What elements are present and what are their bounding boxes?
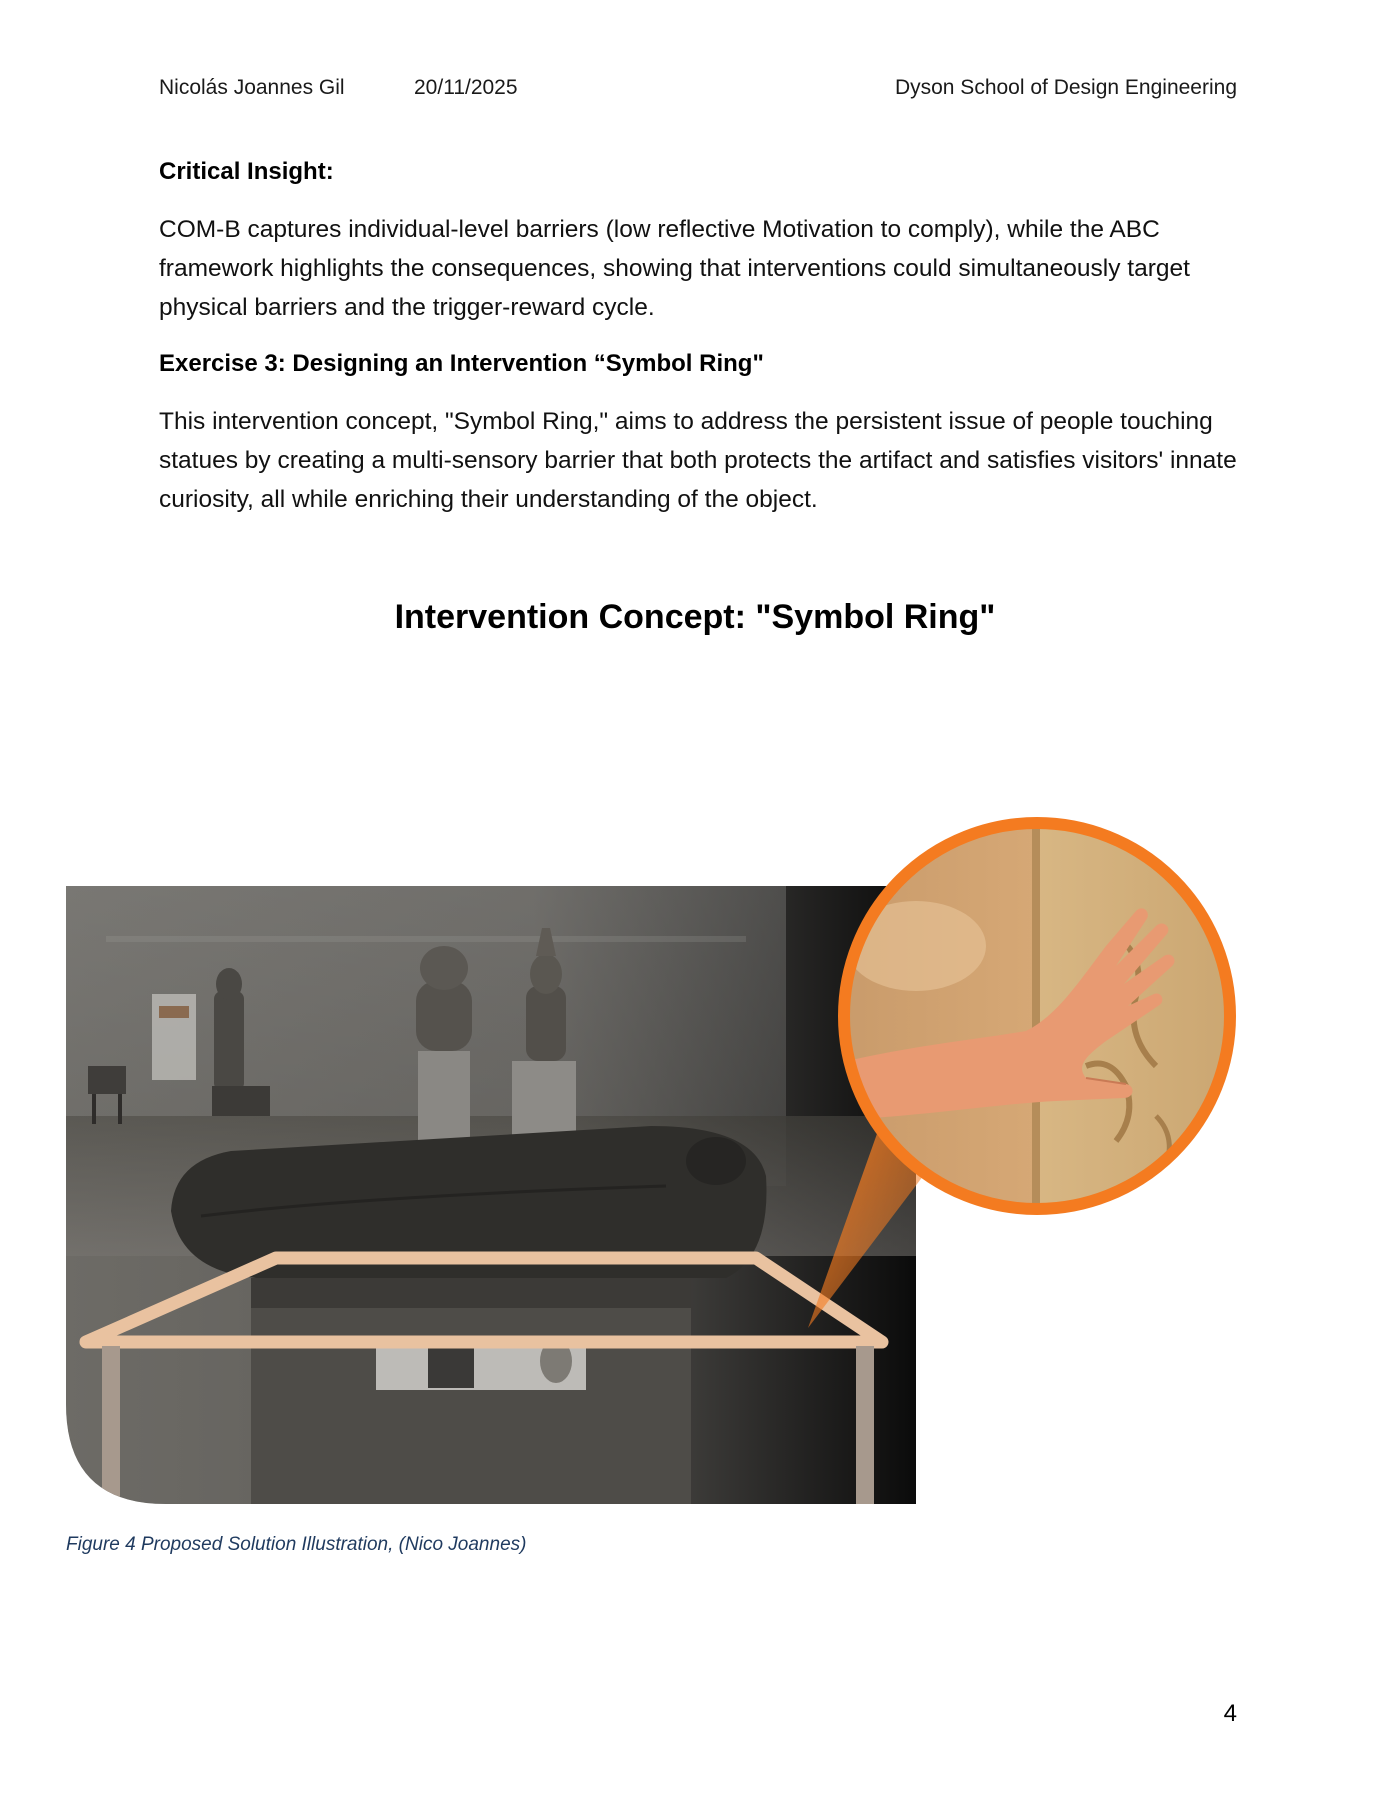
sarcophagus — [171, 1126, 767, 1506]
figure-caption: Figure 4 Proposed Solution Illustration, (Nico Joannes) — [66, 1534, 527, 1555]
exercise-paragraph: This intervention concept, "Symbol Ring," aims to address the persistent issue of people touching statues by creating a multi-sensory barrier that both protects the artifact and satisfies visitors' innate curiosity, all while enriching their understanding of the object. — [159, 408, 1237, 513]
page-number: 4 — [1223, 1700, 1237, 1727]
museum-scene — [66, 886, 916, 1506]
statue-center — [416, 946, 472, 1141]
exercise-heading: Exercise 3: Designing an Intervention “Symbol Ring" — [159, 350, 764, 377]
header-school: Dyson School of Design Engineering — [894, 76, 1237, 99]
figure-title: Intervention Concept: "Symbol Ring" — [394, 598, 996, 636]
proposed-solution-illustration — [66, 816, 1290, 1526]
critical-insight-heading: Critical Insight: — [159, 158, 334, 185]
header-date: 20/11/2025 — [414, 76, 518, 99]
critical-insight-paragraph: COM-B captures individual-level barriers (low reflective Motivation to comply), while the ABC framework highlights the consequences, showing that interventions could simultaneously target physical barriers and the trigger-reward cycle. — [159, 216, 1190, 321]
info-panel — [152, 994, 196, 1080]
header-author: Nicolás Joannes Gil — [159, 76, 345, 99]
